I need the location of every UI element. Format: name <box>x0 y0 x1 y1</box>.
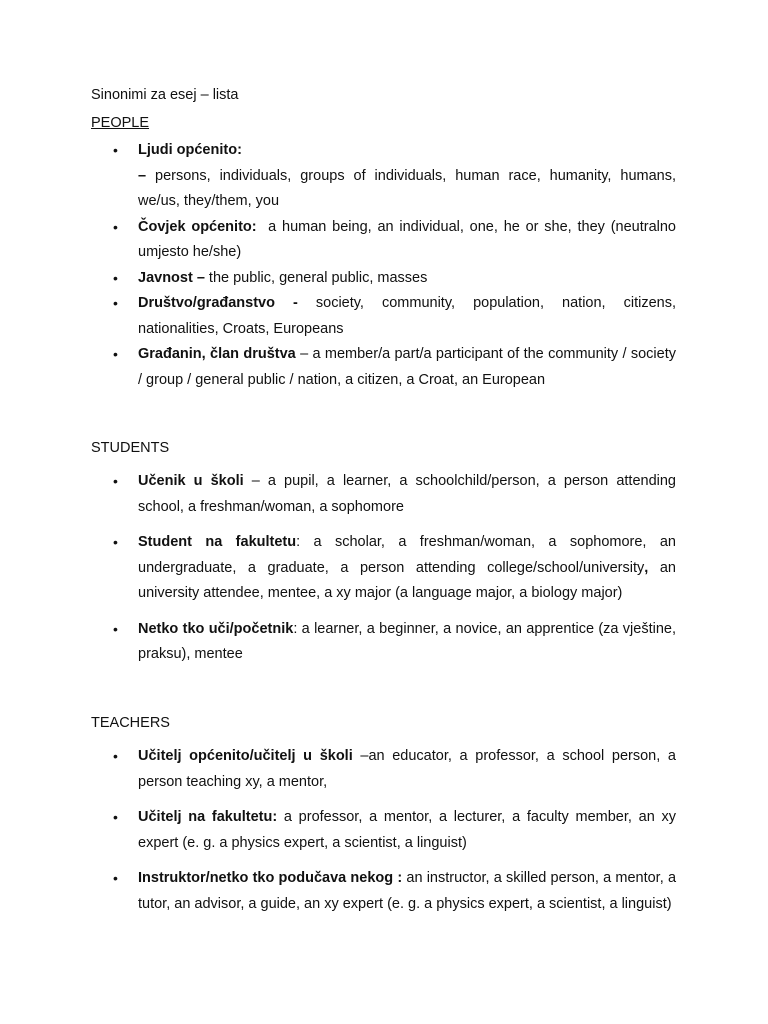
item-comma: , <box>644 559 649 576</box>
item-text: society, community, population, nation, citizens, nationalities, Croats, Europeans <box>138 295 676 337</box>
item-dash: – <box>138 167 147 184</box>
bullet-icon: • <box>113 748 118 764</box>
item-text: an university attendee, mentee, a xy major (a language major, a biology major) <box>138 559 676 601</box>
item-term: Učitelj na fakultetu: <box>138 809 278 825</box>
bullet-icon: • <box>113 346 118 362</box>
section-heading-teachers: TEACHERS <box>91 715 170 731</box>
item-term: Netko tko uči/početnik <box>138 620 294 637</box>
item-term: Student na fakultetu <box>138 534 297 550</box>
teachers-list <box>91 744 676 927</box>
item-text: – a pupil, a learner, a schoolchild/person, a person attending school, a freshman/woman, a sophomore <box>138 473 677 515</box>
list-item <box>91 617 676 668</box>
list-item <box>91 266 676 292</box>
item-text: –an educator, a professor, a school person, a person teaching xy, a mentor, <box>138 748 676 790</box>
bullet-icon: • <box>113 534 118 550</box>
item-text: an instructor, a skilled person, a mentor, a tutor, an advisor, a guide, an xy expert (e. g. a physics expert, a scientist, a linguist) <box>138 870 677 912</box>
item-term: Instruktor/netko tko podučava nekog : <box>138 870 403 886</box>
item-text: the public, general public, masses <box>204 269 428 286</box>
bullet-icon: • <box>113 870 118 886</box>
list-item <box>91 138 676 215</box>
item-term: Građanin, član društva <box>138 346 296 362</box>
item-term: Društvo/građanstvo - <box>138 295 298 311</box>
item-term: Učitelj općenito/učitelj u školi <box>138 748 353 764</box>
people-list <box>91 138 681 393</box>
item-text: – a member/a part/a participant of the community / society / group / general public / nation, a citizen, a Croat, an European <box>138 346 676 388</box>
bullet-icon: • <box>113 269 118 286</box>
list-item <box>91 469 676 520</box>
item-term: Učenik u školi <box>138 473 244 489</box>
bullet-icon: • <box>113 620 118 637</box>
list-item <box>91 342 676 393</box>
item-term: Javnost – <box>138 269 205 286</box>
list-item <box>91 805 676 856</box>
list-item <box>91 866 676 917</box>
list-item <box>91 744 676 795</box>
bullet-icon: • <box>113 473 118 489</box>
item-text: a human being, an individual, one, he or she, they (neutralno umjesto he/she) <box>138 218 681 260</box>
item-text: : a scholar, a freshman/woman, a sophomore, an undergraduate, a graduate, a person attending college/school/university <box>138 534 676 576</box>
bullet-icon: • <box>113 809 118 825</box>
item-term: Ljudi općenito: <box>138 142 242 158</box>
item-term: Čovjek općenito: <box>138 218 257 235</box>
list-item <box>91 215 681 266</box>
document-title: Sinonimi za esej – lista <box>91 87 239 103</box>
list-item <box>91 291 676 342</box>
list-item <box>91 530 676 607</box>
item-text: persons, individuals, groups of individuals, human race, humanity, humans, we/us, they/them, you <box>138 167 676 209</box>
item-text: a professor, a mentor, a lecturer, a faculty member, an xy expert (e. g. a physics expert, a scientist, a linguist) <box>138 809 676 851</box>
item-text: : a learner, a beginner, a novice, an apprentice (za vještine, praksu), mentee <box>138 620 677 662</box>
section-heading-people: PEOPLE <box>91 115 150 131</box>
section-heading-students: STUDENTS <box>91 440 170 456</box>
students-list <box>91 469 676 678</box>
bullet-icon: • <box>113 218 118 235</box>
bullet-icon: • <box>113 295 118 311</box>
bullet-icon: • <box>113 142 118 158</box>
